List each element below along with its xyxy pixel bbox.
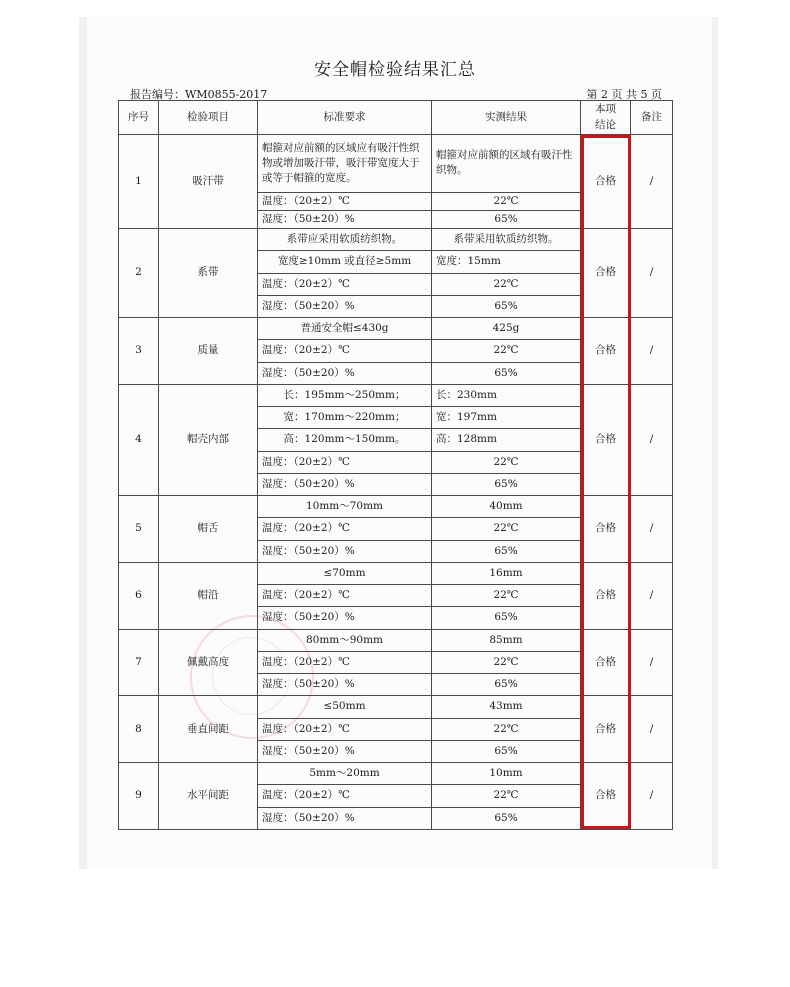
measured-result: 22℃ — [432, 273, 581, 295]
measured-result: 宽：197mm — [432, 407, 581, 429]
page-info: 第 2 页 共 5 页 — [586, 88, 662, 101]
item-seq: 4 — [119, 384, 159, 495]
standard-requirement: 温度：（20±2）℃ — [258, 340, 432, 362]
item-conclusion: 合格 — [581, 318, 631, 385]
header-conclusion — [581, 101, 631, 135]
header-item: 检验项目 — [159, 101, 258, 135]
measured-result: 40mm — [432, 496, 581, 518]
item-conclusion: 合格 — [581, 763, 631, 830]
standard-requirement: 温度：（20±2）℃ — [258, 192, 432, 210]
measured-result: 长：230mm — [432, 384, 581, 406]
measured-result: 高：128mm — [432, 429, 581, 451]
measured-result: 22℃ — [432, 340, 581, 362]
measured-result: 22℃ — [432, 718, 581, 740]
report-number: 报告编号：WM0855-2017 — [130, 88, 268, 101]
standard-requirement: 温度：（20±2）℃ — [258, 451, 432, 473]
item-seq: 6 — [119, 562, 159, 629]
standard-requirement: 10mm～70mm — [258, 496, 432, 518]
measured-result: 22℃ — [432, 192, 581, 210]
measured-result: 65% — [432, 473, 581, 495]
item-name: 水平间距 — [159, 763, 258, 830]
item-conclusion: 合格 — [581, 229, 631, 318]
standard-requirement: 温度：（20±2）℃ — [258, 718, 432, 740]
item-remark: / — [631, 629, 673, 696]
measured-result: 22℃ — [432, 518, 581, 540]
header-seq: 序号 — [119, 101, 159, 135]
measured-result: 系带采用软质纺织物。 — [432, 229, 581, 251]
standard-requirement: 帽箍对应前额的区域应有吸汗性织物或增加吸汗带，吸汗带宽度大于或等于帽箍的宽度。 — [258, 135, 432, 193]
conclusion-column-highlight — [581, 135, 631, 829]
standard-requirement: 湿度：（50±20）% — [258, 210, 432, 228]
standard-requirement: 长：195mm～250mm； — [258, 384, 432, 406]
standard-requirement: 温度：（20±2）℃ — [258, 518, 432, 540]
item-seq: 7 — [119, 629, 159, 696]
measured-result: 10mm — [432, 763, 581, 785]
measured-result: 22℃ — [432, 651, 581, 673]
measured-result: 65% — [432, 674, 581, 696]
standard-requirement: 普通安全帽≤430g — [258, 318, 432, 340]
item-seq: 1 — [119, 135, 159, 229]
standard-requirement: 湿度：（50±20）% — [258, 473, 432, 495]
item-seq: 8 — [119, 696, 159, 763]
standard-requirement: 温度：（20±2）℃ — [258, 785, 432, 807]
measured-result: 65% — [432, 362, 581, 384]
standard-requirement: 系带应采用软质纺织物。 — [258, 229, 432, 251]
header-standard: 标准要求 — [258, 101, 432, 135]
standard-requirement: 湿度：（50±20）% — [258, 674, 432, 696]
item-name: 帽沿 — [159, 562, 258, 629]
item-remark: / — [631, 562, 673, 629]
measured-result: 帽箍对应前额的区域有吸汗性织物。 — [432, 135, 581, 193]
measured-result: 65% — [432, 740, 581, 762]
standard-requirement: 宽度≥10mm 或直径≥5mm — [258, 251, 432, 273]
standard-requirement: 湿度：（50±20）% — [258, 807, 432, 829]
standard-requirement: ≤70mm — [258, 562, 432, 584]
measured-result: 65% — [432, 540, 581, 562]
measured-result: 425g — [432, 318, 581, 340]
header-remark: 备注 — [631, 101, 673, 135]
item-remark: / — [631, 229, 673, 318]
item-conclusion: 合格 — [581, 629, 631, 696]
item-seq: 2 — [119, 229, 159, 318]
item-remark: / — [631, 696, 673, 763]
standard-requirement: 温度：（20±2）℃ — [258, 273, 432, 295]
standard-requirement: 湿度：（50±20）% — [258, 740, 432, 762]
measured-result: 43mm — [432, 696, 581, 718]
document-title: 安全帽检验结果汇总 — [314, 60, 476, 80]
item-seq: 5 — [119, 496, 159, 563]
item-name: 系带 — [159, 229, 258, 318]
measured-result: 65% — [432, 295, 581, 317]
measured-result: 宽度：15mm — [432, 251, 581, 273]
measured-result: 22℃ — [432, 585, 581, 607]
item-seq: 9 — [119, 763, 159, 830]
standard-requirement: 湿度：（50±20）% — [258, 607, 432, 629]
item-conclusion: 合格 — [581, 135, 631, 229]
measured-result: 65% — [432, 807, 581, 829]
standard-requirement: 80mm～90mm — [258, 629, 432, 651]
item-name: 吸汗带 — [159, 135, 258, 229]
standard-requirement: 温度：（20±2）℃ — [258, 651, 432, 673]
measured-result: 22℃ — [432, 451, 581, 473]
measured-result: 65% — [432, 210, 581, 228]
table-header-row — [119, 101, 673, 135]
item-seq: 3 — [119, 318, 159, 385]
standard-requirement: 湿度：（50±20）% — [258, 362, 432, 384]
measured-result: 65% — [432, 607, 581, 629]
standard-requirement: 5mm～20mm — [258, 763, 432, 785]
item-remark: / — [631, 763, 673, 830]
item-conclusion: 合格 — [581, 562, 631, 629]
item-conclusion: 合格 — [581, 384, 631, 495]
item-remark: / — [631, 135, 673, 229]
item-remark: / — [631, 496, 673, 563]
measured-result: 22℃ — [432, 785, 581, 807]
item-remark: / — [631, 318, 673, 385]
standard-requirement: ≤50mm — [258, 696, 432, 718]
measured-result: 16mm — [432, 562, 581, 584]
standard-requirement: 湿度：（50±20）% — [258, 540, 432, 562]
item-name: 垂直间距 — [159, 696, 258, 763]
standard-requirement: 温度：（20±2）℃ — [258, 585, 432, 607]
header-result: 实测结果 — [432, 101, 581, 135]
header-conclusion-line2: 结论 — [595, 118, 616, 131]
standard-requirement: 湿度：（50±20）% — [258, 295, 432, 317]
item-name: 质量 — [159, 318, 258, 385]
standard-requirement: 宽：170mm～220mm； — [258, 407, 432, 429]
item-name: 佩戴高度 — [159, 629, 258, 696]
standard-requirement: 高：120mm～150mm。 — [258, 429, 432, 451]
item-conclusion: 合格 — [581, 696, 631, 763]
measured-result: 85mm — [432, 629, 581, 651]
item-remark: / — [631, 384, 673, 495]
item-conclusion: 合格 — [581, 496, 631, 563]
item-name: 帽壳内部 — [159, 384, 258, 495]
item-name: 帽舌 — [159, 496, 258, 563]
header-conclusion-line1: 本项 — [595, 103, 616, 116]
